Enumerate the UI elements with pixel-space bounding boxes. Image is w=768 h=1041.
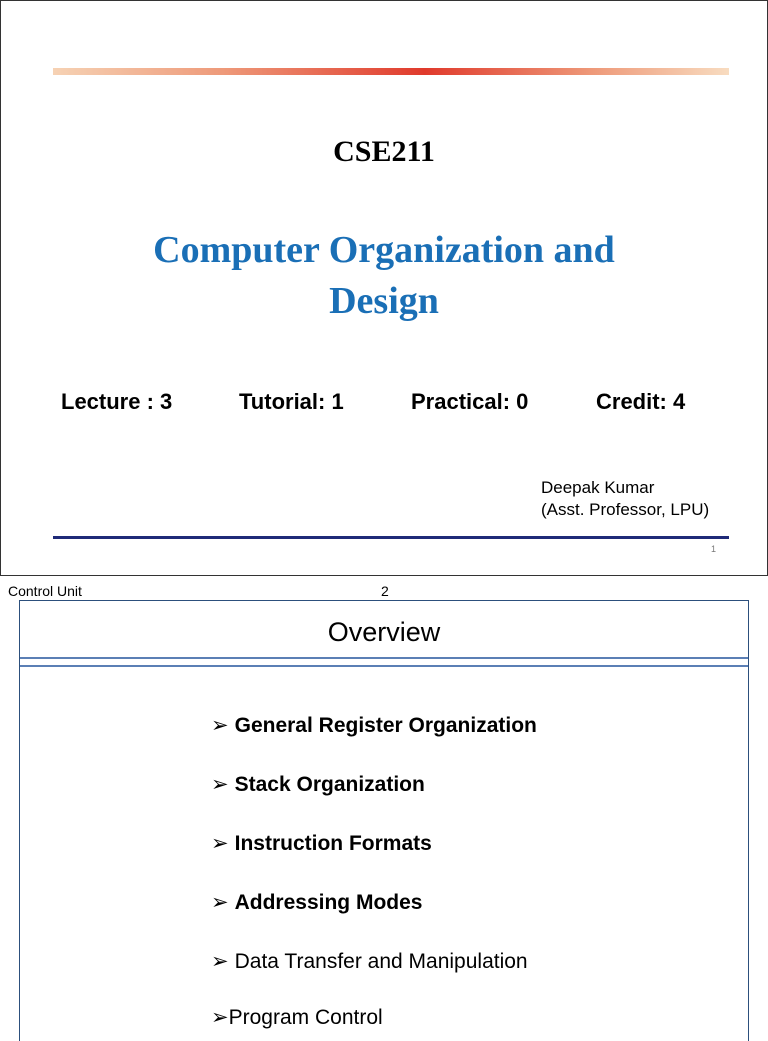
list-item: ➢ Instruction Formats — [211, 832, 432, 855]
course-code: CSE211 — [333, 135, 435, 168]
slide-title: Overview — [327, 617, 441, 647]
list-item: ➢Program Control — [211, 1006, 383, 1029]
author-block — [541, 477, 709, 521]
author-name: Deepak Kumar — [541, 478, 655, 497]
arrow-bullet-icon: ➢ — [211, 891, 229, 914]
tutorial-hours: Tutorial: 1 — [239, 389, 344, 414]
arrow-bullet-icon: ➢ — [211, 832, 229, 855]
lecture-hours: Lecture : 3 — [61, 389, 173, 414]
arrow-bullet-icon: ➢ — [211, 714, 229, 737]
author-role: (Asst. Professor, LPU) — [541, 500, 710, 519]
slide-number: 1 — [711, 544, 717, 554]
title-double-rule — [20, 657, 748, 667]
page-number: 2 — [381, 583, 389, 599]
section-label: Control Unit — [8, 583, 82, 599]
bottom-navy-rule — [53, 536, 729, 539]
practical-hours: Practical: 0 — [411, 389, 529, 414]
top-gradient-rule — [53, 68, 729, 75]
list-item: ➢ Stack Organization — [211, 773, 425, 796]
course-title-line-1: Computer Organization and — [153, 229, 615, 271]
course-title — [1, 225, 767, 327]
list-item: ➢ General Register Organization — [211, 714, 537, 737]
list-item: ➢ Addressing Modes — [211, 891, 423, 914]
slide-2 — [19, 600, 749, 1041]
list-item: ➢ Data Transfer and Manipulation — [211, 950, 528, 973]
arrow-bullet-icon: ➢ — [211, 1006, 229, 1029]
arrow-bullet-icon: ➢ — [211, 773, 229, 796]
course-title-line-2: Design — [329, 280, 439, 322]
arrow-bullet-icon: ➢ — [211, 950, 229, 973]
credit-count: Credit: 4 — [596, 389, 686, 414]
